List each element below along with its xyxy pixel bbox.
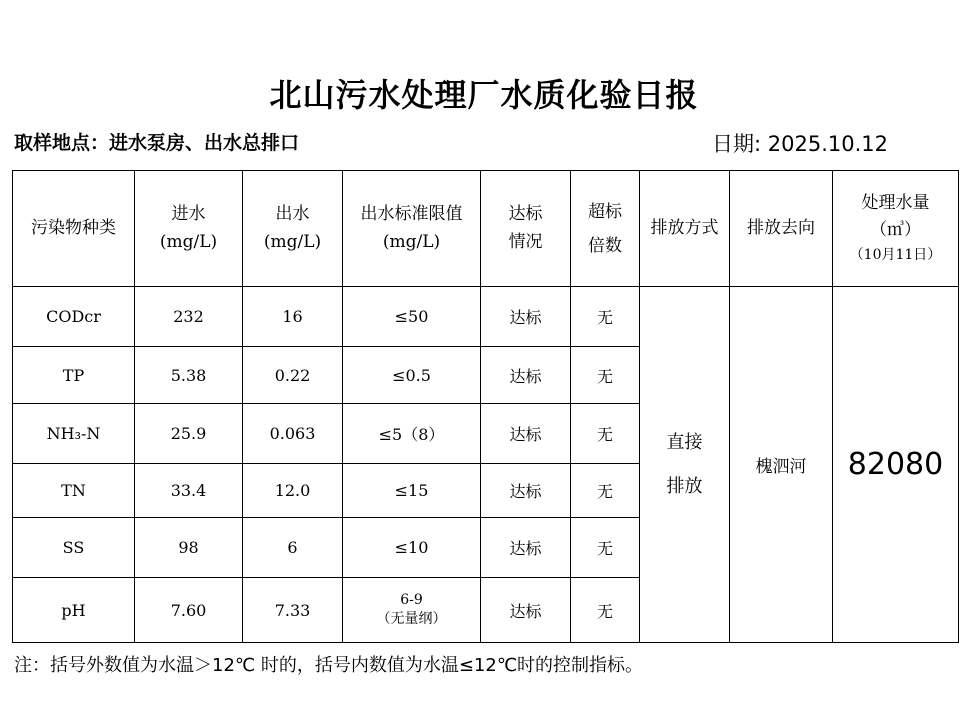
- pollutant-name: TP: [13, 347, 135, 404]
- header-exceed: 超标 倍数: [571, 171, 640, 287]
- pollutant-name: TN: [13, 464, 135, 518]
- header-limit: 出水标准限值 (mg/L): [343, 171, 481, 287]
- header-influent: 进水 (mg/L): [135, 171, 243, 287]
- compliance-status: 达标: [481, 464, 571, 518]
- limit-value: 6-9 （无量纲）: [343, 578, 481, 643]
- exceed-multiple: 无: [571, 578, 640, 643]
- influent-value: 33.4: [135, 464, 243, 518]
- exceed-multiple: 无: [571, 404, 640, 464]
- limit-value: ≤50: [343, 287, 481, 347]
- header-discharge-dest: 排放去向: [730, 171, 833, 287]
- exceed-multiple: 无: [571, 287, 640, 347]
- limit-value: ≤5（8）: [343, 404, 481, 464]
- header-row: [13, 171, 959, 287]
- header-effluent: 出水 (mg/L): [243, 171, 343, 287]
- treated-volume: 82080: [833, 287, 959, 643]
- pollutant-name: SS: [13, 518, 135, 578]
- discharge-method: 直接 排放: [640, 287, 730, 643]
- influent-value: 25.9: [135, 404, 243, 464]
- pollutant-name: pH: [13, 578, 135, 643]
- effluent-value: 16: [243, 287, 343, 347]
- compliance-status: 达标: [481, 404, 571, 464]
- effluent-value: 0.22: [243, 347, 343, 404]
- effluent-value: 7.33: [243, 578, 343, 643]
- header-pollutant: 污染物种类: [13, 171, 135, 287]
- influent-value: 98: [135, 518, 243, 578]
- table-row: [13, 287, 959, 347]
- limit-value: ≤0.5: [343, 347, 481, 404]
- sampling-location: 取样地点：进水泵房、出水总排口: [14, 132, 300, 154]
- water-quality-table: [12, 170, 959, 643]
- header-discharge-method: 排放方式: [640, 171, 730, 287]
- compliance-status: 达标: [481, 347, 571, 404]
- compliance-status: 达标: [481, 518, 571, 578]
- exceed-multiple: 无: [571, 464, 640, 518]
- header-volume: 处理水量 （㎥） （10月11日）: [833, 171, 959, 287]
- exceed-multiple: 无: [571, 518, 640, 578]
- limit-value: ≤10: [343, 518, 481, 578]
- pollutant-name: NH₃-N: [13, 404, 135, 464]
- header-compliance: 达标 情况: [481, 171, 571, 287]
- effluent-value: 6: [243, 518, 343, 578]
- report-title: 北山污水处理厂水质化验日报: [269, 76, 699, 114]
- exceed-multiple: 无: [571, 347, 640, 404]
- effluent-value: 12.0: [243, 464, 343, 518]
- influent-value: 232: [135, 287, 243, 347]
- footnote: 注：括号外数值为水温＞12℃ 时的，括号内数值为水温≤12℃时的控制指标。: [14, 655, 644, 676]
- limit-value: ≤15: [343, 464, 481, 518]
- report-date: 日期: 2025.10.12: [712, 132, 888, 156]
- effluent-value: 0.063: [243, 404, 343, 464]
- influent-value: 5.38: [135, 347, 243, 404]
- compliance-status: 达标: [481, 287, 571, 347]
- discharge-destination: 槐泗河: [730, 287, 833, 643]
- pollutant-name: CODcr: [13, 287, 135, 347]
- influent-value: 7.60: [135, 578, 243, 643]
- compliance-status: 达标: [481, 578, 571, 643]
